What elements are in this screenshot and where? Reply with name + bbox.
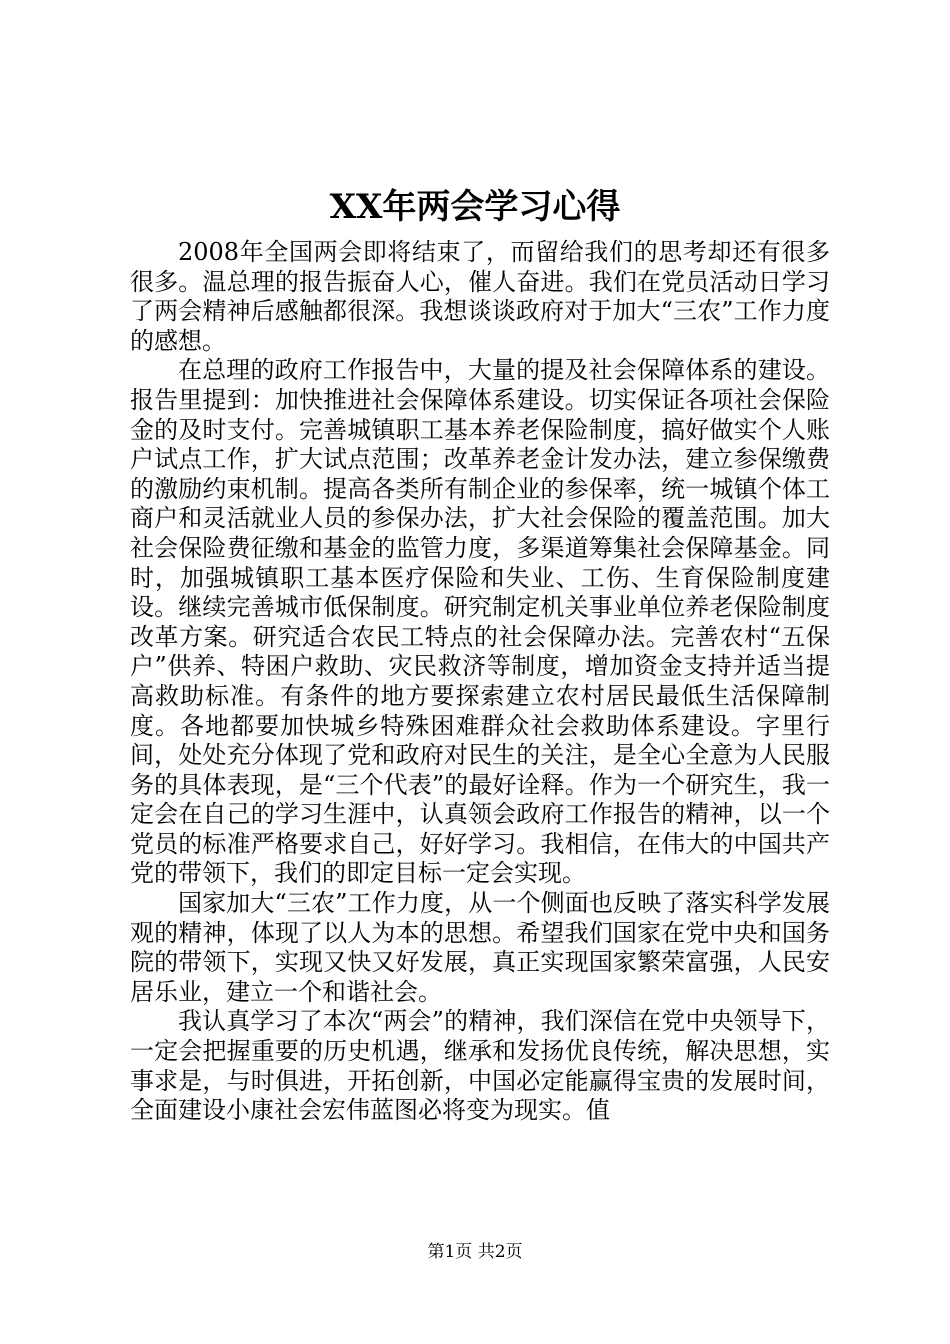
document-body xyxy=(130,238,830,1126)
paragraph-3: 国家加大“三农”工作力度，从一个侧面也反映了落实科学发展观的精神，体现了以人为本的思想。希望我们国家在党中央和国务院的带领下，实现又快又好发展，真正实现国家繁荣富强，人民安居乐业，建立一个和谐社会。 xyxy=(130,889,830,1006)
paragraph-1: 2008年全国两会即将结束了，而留给我们的思考却还有很多很多。温总理的报告振奋人心，催人奋进。我们在党员活动日学习了两会精神后感触都很深。我想谈谈政府对于加大“三农”工作力度的感想。 xyxy=(130,238,830,355)
paragraph-4: 我认真学习了本次“两会”的精神，我们深信在党中央领导下，一定会把握重要的历史机遇，继承和发扬优良传统，解决思想，实事求是，与时俱进，开拓创新，中国必定能赢得宝贵的发展时间，全面建设小康社会宏伟蓝图必将变为现实。值 xyxy=(130,1007,830,1125)
document-title: XX年两会学习心得 xyxy=(329,187,621,227)
page-footer: 第1页 共2页 xyxy=(427,1242,523,1262)
paragraph-2: 在总理的政府工作报告中，大量的提及社会保障体系的建设。报告里提到：加快推进社会保障体系建设。切实保证各项社会保险金的及时支付。完善城镇职工基本养老保险制度，搞好做实个人账户试点工作，扩大试点范围；改革养老金计发办法，建立参保缴费的激励约束机制。提高各类所有制企业的参保率，统一城镇个体工商户和灵活就业人员的参保办法，扩大社会保险的覆盖范围。加大社会保险费征缴和基金的监管力度，多渠道筹集社会保障基金。同时，加强城镇职工基本医疗保险和失业、工伤、生育保险制度建设。继续完善城市低保制度。研究制定机关事业单位养老保险制度改革方案。研究适合农民工特点的社会保障办法。完善农村“五保户”供养、特困户救助、灾民救济等制度，增加资金支持并适当提高救助标准。有条件的地方要探索建立农村居民最低生活保障制度。各地都要加快城乡特殊困难群众社会救助体系建设。字里行间，处处充分体现了党和政府对民生的关注，是全心全意为人民服务的具体表现，是“三个代表”的最好诠释。作为一个研究生，我一定会在自己的学习生涯中，认真领会政府工作报告的精神，以一个党员的标准严格要求自己，好好学习。我相信，在伟大的中国共产党的带领下，我们的即定目标一定会实现。 xyxy=(130,356,830,888)
